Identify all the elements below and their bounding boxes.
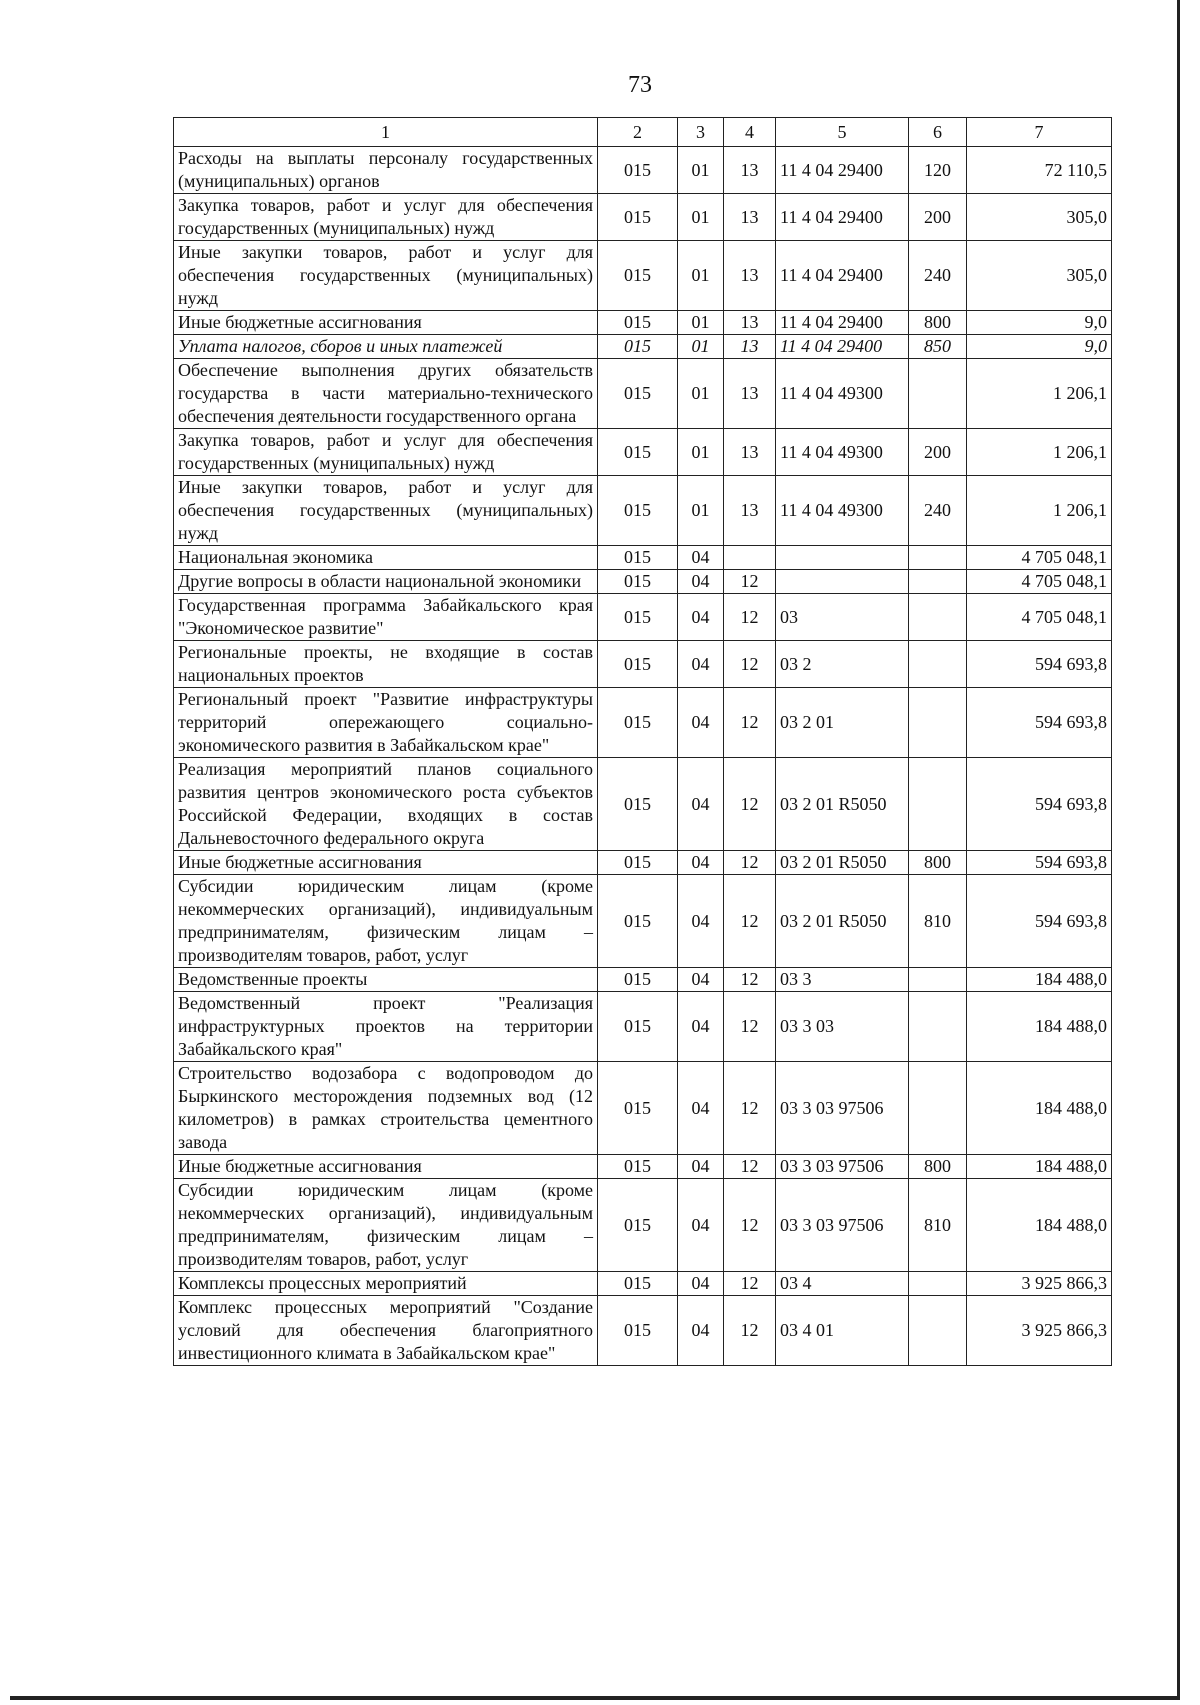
table-row — [174, 851, 1112, 875]
row-expense-type — [909, 992, 967, 1062]
row-subsection: 12 — [724, 1272, 776, 1296]
row-expense-type: 800 — [909, 851, 967, 875]
row-subsection: 13 — [724, 147, 776, 194]
row-name: Иные бюджетные ассигнования — [174, 311, 598, 335]
budget-table — [173, 117, 1112, 1366]
row-section: 04 — [678, 1179, 724, 1272]
row-code: 015 — [598, 359, 678, 429]
table-row — [174, 1062, 1112, 1155]
row-section: 01 — [678, 359, 724, 429]
row-code: 015 — [598, 641, 678, 688]
row-amount: 9,0 — [967, 311, 1112, 335]
page-number: 73 — [628, 72, 652, 98]
row-expense-type — [909, 641, 967, 688]
row-code: 015 — [598, 1272, 678, 1296]
row-amount: 1 206,1 — [967, 429, 1112, 476]
row-amount: 305,0 — [967, 194, 1112, 241]
row-expense-type: 800 — [909, 1155, 967, 1179]
row-name: Расходы на выплаты персоналу государственных (муниципальных) органов — [174, 147, 598, 194]
row-name: Ведомственные проекты — [174, 968, 598, 992]
row-section: 01 — [678, 241, 724, 311]
row-target-article: 03 4 01 — [776, 1296, 909, 1366]
row-name: Комплекс процессных мероприятий "Создание условий для обеспечения благоприятного инвестиционного климата в Забайкальском крае" — [174, 1296, 598, 1366]
row-target-article: 11 4 04 29400 — [776, 147, 909, 194]
table-row — [174, 147, 1112, 194]
row-expense-type — [909, 968, 967, 992]
row-subsection: 13 — [724, 359, 776, 429]
row-target-article — [776, 570, 909, 594]
row-amount: 1 206,1 — [967, 476, 1112, 546]
table-row — [174, 194, 1112, 241]
table-row — [174, 311, 1112, 335]
row-code: 015 — [598, 992, 678, 1062]
row-subsection: 12 — [724, 641, 776, 688]
row-code: 015 — [598, 1296, 678, 1366]
table-row — [174, 758, 1112, 851]
row-amount: 184 488,0 — [967, 1062, 1112, 1155]
row-subsection: 13 — [724, 429, 776, 476]
row-expense-type: 810 — [909, 1179, 967, 1272]
row-name: Государственная программа Забайкальского края "Экономическое развитие" — [174, 594, 598, 641]
row-name: Закупка товаров, работ и услуг для обеспечения государственных (муниципальных) нужд — [174, 429, 598, 476]
row-section: 01 — [678, 335, 724, 359]
row-subsection: 12 — [724, 758, 776, 851]
row-expense-type — [909, 359, 967, 429]
row-target-article: 03 — [776, 594, 909, 641]
table-row — [174, 875, 1112, 968]
row-amount: 594 693,8 — [967, 851, 1112, 875]
row-target-article: 11 4 04 29400 — [776, 241, 909, 311]
row-code: 015 — [598, 968, 678, 992]
row-amount: 4 705 048,1 — [967, 594, 1112, 641]
row-amount: 594 693,8 — [967, 758, 1112, 851]
row-name: Региональные проекты, не входящие в состав национальных проектов — [174, 641, 598, 688]
row-expense-type: 810 — [909, 875, 967, 968]
row-subsection: 12 — [724, 968, 776, 992]
row-name: Другие вопросы в области национальной экономики — [174, 570, 598, 594]
row-expense-type — [909, 594, 967, 641]
row-name: Закупка товаров, работ и услуг для обеспечения государственных (муниципальных) нужд — [174, 194, 598, 241]
row-code: 015 — [598, 594, 678, 641]
row-amount: 594 693,8 — [967, 688, 1112, 758]
row-subsection: 12 — [724, 851, 776, 875]
row-subsection: 13 — [724, 335, 776, 359]
table-row — [174, 641, 1112, 688]
table-row — [174, 241, 1112, 311]
header-col-3: 3 — [678, 118, 724, 147]
row-amount: 184 488,0 — [967, 1155, 1112, 1179]
row-target-article: 11 4 04 49300 — [776, 476, 909, 546]
row-expense-type — [909, 1062, 967, 1155]
row-code: 015 — [598, 311, 678, 335]
row-name: Иные бюджетные ассигнования — [174, 1155, 598, 1179]
row-section: 04 — [678, 688, 724, 758]
header-col-1: 1 — [174, 118, 598, 147]
row-expense-type: 240 — [909, 241, 967, 311]
row-target-article: 03 3 03 — [776, 992, 909, 1062]
row-target-article: 03 2 01 — [776, 688, 909, 758]
header-col-5: 5 — [776, 118, 909, 147]
table-row — [174, 546, 1112, 570]
row-code: 015 — [598, 1062, 678, 1155]
row-expense-type — [909, 758, 967, 851]
row-expense-type — [909, 570, 967, 594]
row-name: Комплексы процессных мероприятий — [174, 1272, 598, 1296]
table-row — [174, 429, 1112, 476]
row-name: Обеспечение выполнения других обязательств государства в части материально-технического обеспечения деятельности государственного органа — [174, 359, 598, 429]
row-code: 015 — [598, 546, 678, 570]
row-code: 015 — [598, 1179, 678, 1272]
header-col-2: 2 — [598, 118, 678, 147]
header-col-7: 7 — [967, 118, 1112, 147]
row-name: Региональный проект "Развитие инфраструктуры территорий опережающего социально-экономического развития в Забайкальском крае" — [174, 688, 598, 758]
row-expense-type: 120 — [909, 147, 967, 194]
row-section: 04 — [678, 1155, 724, 1179]
row-target-article: 03 2 01 R5050 — [776, 875, 909, 968]
row-amount: 9,0 — [967, 335, 1112, 359]
row-section: 04 — [678, 1272, 724, 1296]
row-target-article: 03 4 — [776, 1272, 909, 1296]
header-col-6: 6 — [909, 118, 967, 147]
row-expense-type — [909, 1272, 967, 1296]
header-col-4: 4 — [724, 118, 776, 147]
row-subsection: 12 — [724, 992, 776, 1062]
row-target-article: 03 2 01 R5050 — [776, 758, 909, 851]
row-section: 01 — [678, 147, 724, 194]
row-amount: 3 925 866,3 — [967, 1296, 1112, 1366]
row-subsection: 13 — [724, 194, 776, 241]
table-row — [174, 359, 1112, 429]
row-name: Иные бюджетные ассигнования — [174, 851, 598, 875]
row-name: Ведомственный проект "Реализация инфраструктурных проектов на территории Забайкальского края" — [174, 992, 598, 1062]
row-target-article: 03 3 03 97506 — [776, 1155, 909, 1179]
row-expense-type: 800 — [909, 311, 967, 335]
row-amount: 594 693,8 — [967, 641, 1112, 688]
row-expense-type: 200 — [909, 429, 967, 476]
row-subsection: 12 — [724, 688, 776, 758]
row-section: 04 — [678, 1062, 724, 1155]
table-row — [174, 476, 1112, 546]
row-name: Иные закупки товаров, работ и услуг для обеспечения государственных (муниципальных) нужд — [174, 476, 598, 546]
row-section: 04 — [678, 594, 724, 641]
row-target-article: 03 3 03 97506 — [776, 1179, 909, 1272]
row-target-article: 11 4 04 29400 — [776, 194, 909, 241]
row-subsection: 12 — [724, 1155, 776, 1179]
row-target-article: 11 4 04 49300 — [776, 429, 909, 476]
table-body — [174, 147, 1112, 1366]
row-name: Уплата налогов, сборов и иных платежей — [174, 335, 598, 359]
row-amount: 72 110,5 — [967, 147, 1112, 194]
row-amount: 3 925 866,3 — [967, 1272, 1112, 1296]
table-row — [174, 335, 1112, 359]
row-code: 015 — [598, 758, 678, 851]
row-expense-type — [909, 688, 967, 758]
row-subsection: 12 — [724, 1062, 776, 1155]
row-amount: 594 693,8 — [967, 875, 1112, 968]
row-subsection: 13 — [724, 476, 776, 546]
row-code: 015 — [598, 429, 678, 476]
row-target-article: 11 4 04 49300 — [776, 359, 909, 429]
row-amount: 184 488,0 — [967, 992, 1112, 1062]
row-section: 04 — [678, 992, 724, 1062]
row-section: 04 — [678, 641, 724, 688]
row-code: 015 — [598, 476, 678, 546]
row-target-article: 03 3 — [776, 968, 909, 992]
row-code: 015 — [598, 241, 678, 311]
row-subsection: 12 — [724, 1296, 776, 1366]
row-subsection: 12 — [724, 1179, 776, 1272]
row-amount: 4 705 048,1 — [967, 570, 1112, 594]
row-name: Субсидии юридическим лицам (кроме некоммерческих организаций), индивидуальным предпринимателям, физическим лицам – производителям товаров, работ, услуг — [174, 1179, 598, 1272]
row-target-article: 03 2 — [776, 641, 909, 688]
row-section: 01 — [678, 194, 724, 241]
row-section: 04 — [678, 758, 724, 851]
row-section: 04 — [678, 570, 724, 594]
row-section: 04 — [678, 546, 724, 570]
row-code: 015 — [598, 194, 678, 241]
row-subsection: 12 — [724, 570, 776, 594]
row-subsection: 12 — [724, 594, 776, 641]
row-expense-type: 200 — [909, 194, 967, 241]
row-name: Иные закупки товаров, работ и услуг для обеспечения государственных (муниципальных) нужд — [174, 241, 598, 311]
row-name: Субсидии юридическим лицам (кроме некоммерческих организаций), индивидуальным предпринимателям, физическим лицам – производителям товаров, работ, услуг — [174, 875, 598, 968]
table-row — [174, 688, 1112, 758]
row-target-article: 11 4 04 29400 — [776, 311, 909, 335]
row-section: 01 — [678, 311, 724, 335]
row-section: 04 — [678, 851, 724, 875]
row-expense-type — [909, 546, 967, 570]
row-amount: 184 488,0 — [967, 968, 1112, 992]
row-amount: 184 488,0 — [967, 1179, 1112, 1272]
row-code: 015 — [598, 1155, 678, 1179]
row-code: 015 — [598, 851, 678, 875]
row-name: Национальная экономика — [174, 546, 598, 570]
row-name: Реализация мероприятий планов социального развития центров экономического роста субъектов Российской Федерации, входящих в состав Дальневосточного федерального округа — [174, 758, 598, 851]
row-section: 04 — [678, 968, 724, 992]
table-row — [174, 570, 1112, 594]
table-row — [174, 968, 1112, 992]
row-code: 015 — [598, 688, 678, 758]
row-target-article: 03 2 01 R5050 — [776, 851, 909, 875]
row-section: 04 — [678, 875, 724, 968]
row-section: 01 — [678, 429, 724, 476]
table-row — [174, 594, 1112, 641]
row-expense-type: 240 — [909, 476, 967, 546]
row-subsection: 13 — [724, 241, 776, 311]
row-target-article — [776, 546, 909, 570]
header-row — [174, 118, 1112, 147]
row-expense-type: 850 — [909, 335, 967, 359]
row-code: 015 — [598, 335, 678, 359]
row-subsection — [724, 546, 776, 570]
row-code: 015 — [598, 875, 678, 968]
row-section: 01 — [678, 476, 724, 546]
table-row — [174, 1179, 1112, 1272]
table-row — [174, 992, 1112, 1062]
row-amount: 4 705 048,1 — [967, 546, 1112, 570]
row-code: 015 — [598, 147, 678, 194]
row-amount: 305,0 — [967, 241, 1112, 311]
row-subsection: 12 — [724, 875, 776, 968]
table-row — [174, 1155, 1112, 1179]
table-row — [174, 1296, 1112, 1366]
row-expense-type — [909, 1296, 967, 1366]
row-name: Строительство водозабора с водопроводом до Быркинского месторождения подземных вод (12 километров) в рамках строительства цементного завода — [174, 1062, 598, 1155]
table-row — [174, 1272, 1112, 1296]
row-code: 015 — [598, 570, 678, 594]
row-subsection: 13 — [724, 311, 776, 335]
row-amount: 1 206,1 — [967, 359, 1112, 429]
row-section: 04 — [678, 1296, 724, 1366]
row-target-article: 11 4 04 29400 — [776, 335, 909, 359]
row-target-article: 03 3 03 97506 — [776, 1062, 909, 1155]
